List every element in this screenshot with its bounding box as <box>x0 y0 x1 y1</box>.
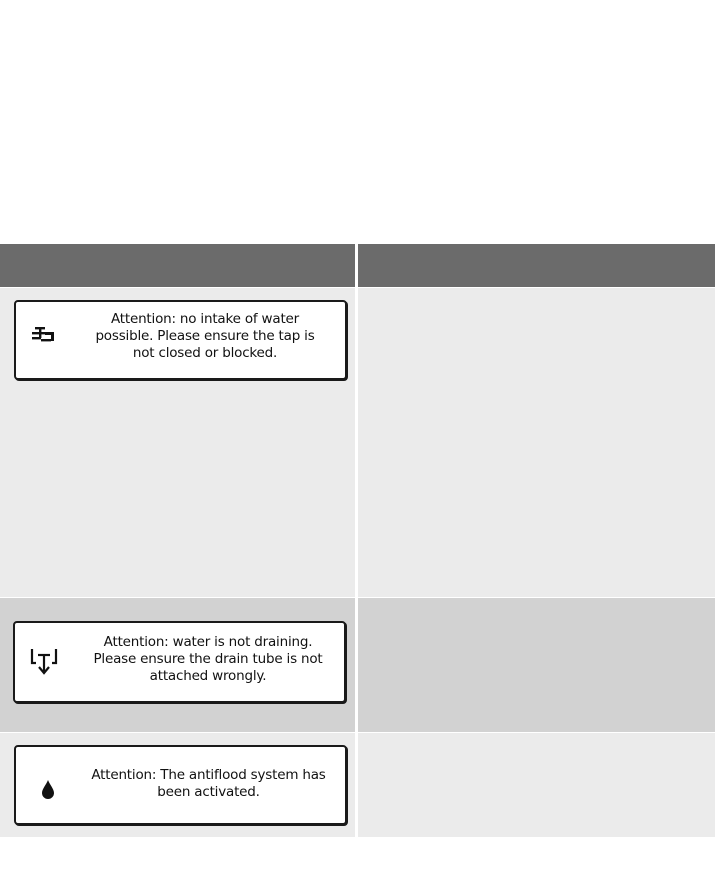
message-cell <box>0 733 355 837</box>
display-message-box <box>14 300 347 380</box>
water-drop-icon <box>41 779 55 799</box>
display-message-box <box>13 621 346 703</box>
message-cell <box>0 288 355 597</box>
table-row <box>0 288 715 597</box>
table-header <box>0 244 715 287</box>
message-text: Attention: water is not draining. Please ensure the drain tube is not attached wrongly. <box>93 634 323 684</box>
header-cell-message <box>0 244 355 287</box>
drain-icon <box>30 645 58 677</box>
header-cell-description <box>358 244 715 287</box>
message-cell <box>0 598 355 732</box>
message-text: Attention: The antiflood system has been activated. <box>91 767 326 800</box>
table-row <box>0 598 715 732</box>
description-cell <box>358 598 715 732</box>
description-cell <box>358 733 715 837</box>
table-row <box>0 733 715 837</box>
description-cell <box>358 288 715 597</box>
tap-icon <box>32 326 60 344</box>
message-text: Attention: no intake of water possible. Please ensure the tap is not closed or blocked. <box>95 311 315 361</box>
display-message-box <box>14 745 347 825</box>
